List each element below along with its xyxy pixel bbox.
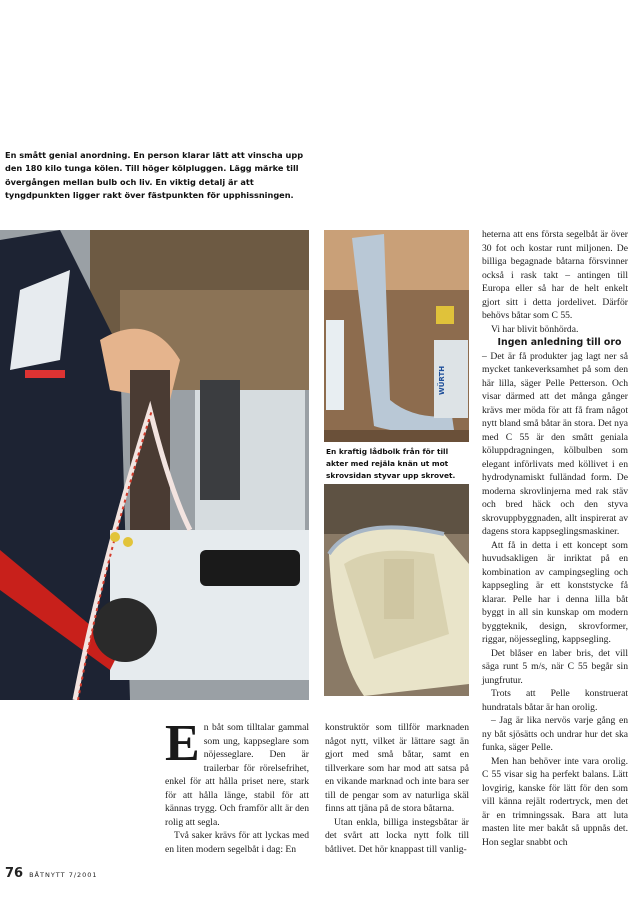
article-paragraph: – Det är få produkter jag lagt ner så mycket tankeverksamhet på som den här lilla, säger Pelle Petterson. Och visar därmed att det många gånger krävs mer möda för att få fram något nytt bland små båtar än stora. Det nya med C 55 är den smått geniala köluppdragningen, kölbulben som elegant införlivats med köllivet i en hydrodynamiskt fulländad form. De moderna skrovlinjerna med rak stäv och bred häck och den styva skrovuppbyggnaden, allt inspirerat av dagens stora kappseglingsmaskiner. xyxy=(482,350,628,537)
caption-keel-winch: En smått genial anordning. En person klarar lätt att vinscha upp den 180 kilo tunga kölen. Till höger kölpluggen. Lägg märke till övergången mellan bulb och liv. En viktig detalj är att tyngdpunkten ligger rakt över fästpunkten för upphissningen. xyxy=(5,150,304,201)
article-paragraph: n båt som tilltalar gammal som ung, kappseglare som nöjesseglare. Den är trailerbar för rörelsefrihet, enkel för att hålla priset nere, stark för att hålla länge, stabil för att kännas trygg. Och framför allt är den rolig att segla. xyxy=(165,722,309,828)
article-paragraph: – Jag är lika nervös varje gång en ny båt sjösätts och undrar hur det ska funka, säger Pelle. xyxy=(482,715,628,753)
drop-cap: E xyxy=(165,715,200,772)
section-heading: Ingen anledning till oro xyxy=(497,337,622,348)
article-paragraph: Utan enkla, billiga instegsbåtar är det svårt att locka nytt folk till båtlivet. Det hör knappast till vanlig- xyxy=(325,816,469,855)
article-column-1 xyxy=(165,715,309,856)
article-column-2 xyxy=(325,721,469,856)
photo-hull-interior xyxy=(324,484,469,696)
caption-box-beam: En kraftig lådbolk från för till akter med rejäla knän ut mot skrovsidan styvar upp skrovet. xyxy=(326,447,456,481)
article-paragraph: Vi har blivit bönhörda. xyxy=(491,323,579,335)
article-column-3 xyxy=(482,228,628,849)
article-paragraph: Det blåser en laber bris, det vill säga runt 5 m/s, när C 55 begår sin jungfrutur. xyxy=(482,647,628,686)
photo-keel-winch xyxy=(0,230,309,700)
article-paragraph: konstruktör som tillför marknaden något nytt, vilket är lättare sagt än gjort med små båtar, samt en tillverkare som har mod att satsa på en vikande marknad och inte bara ser till de pengar som av naturliga skäl finns att tjäna på de stora båtarna. xyxy=(325,722,469,814)
box-label: WÜRTH xyxy=(438,365,446,395)
article-paragraph: heterna att ens första segelbåt är över 30 fot och kostar runt miljonen. De billiga begagnade båtarna försvinner också i rask takt – antingen till Europa eller så har de helt enkelt gjort sitt i detta jordelivet. Därför behövs båtar som C 55. xyxy=(482,229,628,321)
photo-keel xyxy=(324,230,469,442)
article-paragraph: Men han behöver inte vara orolig. C 55 visar sig ha perfekt balans. Lätt lovgirig, kanske för lätt för den som vill känna rejält rodertryck, men det är en trimningssak. Bara att luta masten lite mer bakåt så uppnås det. Hon seglar snabbt och xyxy=(482,755,628,848)
article-paragraph: Trots att Pelle konstruerat hundratals båtar är han orolig. xyxy=(482,688,628,713)
page-number: 76 xyxy=(5,866,24,881)
article-paragraph: Två saker krävs för att lyckas med en liten modern segelbåt i dag: En xyxy=(165,830,309,855)
article-paragraph: Att få in detta i ett koncept som huvudsakligen är inriktat på en kombination av campingsegling och kappsegling är ett konststycke få klarar. Pelle har i denna lilla båt byggt in all sin kunskap om modern byggteknik, design, skrovformer, riggar, nöjessegling, kappsegling. xyxy=(482,539,628,645)
page-footer xyxy=(5,866,98,881)
magazine-issue: BÅTNYTT 7/2001 xyxy=(29,871,98,879)
